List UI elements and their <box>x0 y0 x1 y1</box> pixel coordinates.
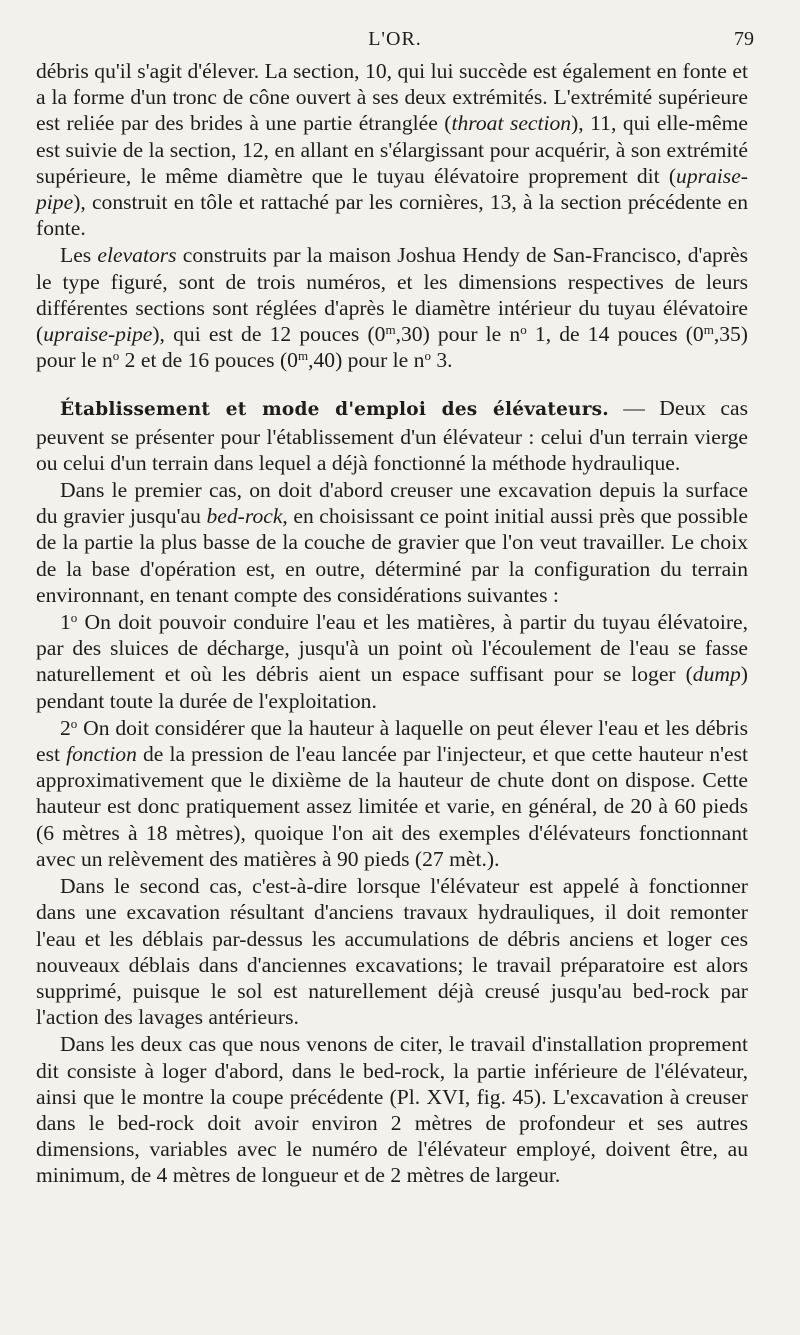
text-run: ) pendant toute la durée de l'exploitation. <box>36 662 748 713</box>
text-run: Dans le second cas, c'est-à-dire lorsque l'élévateur est appelé à fonctionner dans une excavation résultant d'anciens travaux hydrauliques, il doit remonter l'eau et les déblais par-dessus les accumulations de débris anciens et loger ces nouveaux déblais dans d'anciennes excavations; le travail préparatoire est alors supprimé, puisque le sol est naturellement déjà creusé jusqu'au bed-rock par l'action des lavages antérieurs. <box>36 874 748 1030</box>
superscript: m <box>297 348 309 364</box>
italic-term: fonction <box>66 742 137 767</box>
superscript: o <box>70 610 78 626</box>
text-run: ), qui est de 12 pouces (0 <box>152 322 386 347</box>
paragraph-2 <box>36 242 748 373</box>
paragraph-7 <box>36 873 748 1030</box>
text-run: 2 et de 16 pouces (0 <box>119 348 298 373</box>
text-run: ,30) pour le n <box>395 322 521 347</box>
paragraph-5 <box>36 609 748 714</box>
italic-term: upraise-pipe <box>43 322 153 347</box>
text-run: , en choisissant ce point initial aussi près que possible de la partie la plus basse de la couche de gravier que l'on veut travailler. Le choix de la base d'opération est, en outre, déterminé par la configuration du terrain environnant, en tenant compte des considérations suivantes : <box>36 504 748 607</box>
text-run: ), construit en tôle et rattaché par les cornières, 13, à la section précédente en fonte. <box>36 190 748 241</box>
text-run: On doit pouvoir conduire l'eau et les matières, à partir du tuyau élévatoire, par des sluices de décharge, jusqu'à un point où l'écoulement de l'eau se fasse naturellement et où les débris aient un espace suffisant pour se loger ( <box>36 610 748 687</box>
text-run: ,40) pour le n <box>308 348 425 373</box>
text-run: 2 <box>60 715 71 740</box>
paragraph-3 <box>36 395 748 476</box>
superscript: o <box>424 348 431 364</box>
text-run: construits par la maison Joshua Hendy de San-Francisco, d'après le type figuré, sont de trois numéros, et les dimensions respectives de leurs différentes sections sont réglées d'après le diamètre intérieur du tuyau élévatoire ( <box>36 243 749 347</box>
body-text <box>36 58 748 1189</box>
text-run: de la pression de l'eau lancée par l'injecteur, et que cette hauteur n'est approximativement que le dixième de la hauteur de chute dont on dispose. Cette hauteur est donc pratiquement assez limitée et varie, en général, de 20 à 60 pieds (6 mètres à 18 mètres), quoique l'on ait des exemples d'élévateurs fonctionnant avec un relèvement des matières à 90 pieds (27 mèt.). <box>36 742 748 871</box>
superscript: o <box>112 348 120 364</box>
paragraph-6 <box>36 715 748 872</box>
section-heading: Établissement et mode d'emploi des élévateurs. <box>60 399 609 421</box>
running-title: L'OR. <box>368 28 422 50</box>
text-run: débris qu'il s'agit d'élever. La section, 10, qui lui succède est également en fonte et a la forme d'un tronc de cône ouvert à ses deux extrémités. L'extrémité supérieure est reliée par des brides à une partie étranglée ( <box>36 59 748 136</box>
superscript: o <box>520 322 527 338</box>
italic-term: elevators <box>97 243 177 268</box>
italic-term: dump <box>692 662 741 687</box>
paragraph-8 <box>36 1031 748 1188</box>
superscript: o <box>70 715 78 731</box>
text-run: 3. <box>430 348 453 373</box>
paragraph-4 <box>36 477 748 608</box>
text-run: 1, de 14 pouces (0 <box>526 322 704 347</box>
italic-term: bed-rock <box>206 504 283 529</box>
text-run: Les <box>60 243 98 268</box>
page-number: 79 <box>734 28 754 50</box>
italic-term: upraise-pipe <box>36 163 748 215</box>
text-run: Dans le premier cas, on doit d'abord creuser une excavation depuis la surface du gravier jusqu'au <box>36 478 748 529</box>
text-run: ), 11, qui elle-même est suivie de la section, 12, en allant en s'élargissant pour acquérir, à son extrémité supérieure, le même diamètre que le tuyau élévatoire proprement dit ( <box>36 111 748 188</box>
text-run: — Deux cas peuvent se présenter pour l'établissement d'un élévateur : celui d'un terrain vierge ou celui d'un terrain dans lequel a déjà fonctionné la méthode hydraulique. <box>36 396 748 475</box>
text-run: On doit considérer que la hauteur à laquelle on peut élever l'eau et les débris est <box>36 715 748 767</box>
superscript: m <box>703 322 714 338</box>
superscript: m <box>385 322 396 338</box>
text-run: 1 <box>60 610 71 635</box>
paragraph-1 <box>36 58 748 241</box>
italic-term: throat section <box>451 111 572 136</box>
text-run: ,35) pour le n <box>36 322 748 373</box>
page-header <box>36 28 754 54</box>
text-run: Dans les deux cas que nous venons de citer, le travail d'installation proprement dit consiste à loger d'abord, dans le bed-rock, la partie inférieure de l'élévateur, ainsi que le montre la coupe précédente (Pl. XVI, fig. 45). L'excavation à creuser dans le bed-rock doit avoir environ 2 mètres de profondeur et ses autres dimensions, variables avec le numéro de l'élévateur employé, doivent être, au minimum, de 4 mètres de longueur et de 2 mètres de largeur. <box>36 1032 748 1188</box>
